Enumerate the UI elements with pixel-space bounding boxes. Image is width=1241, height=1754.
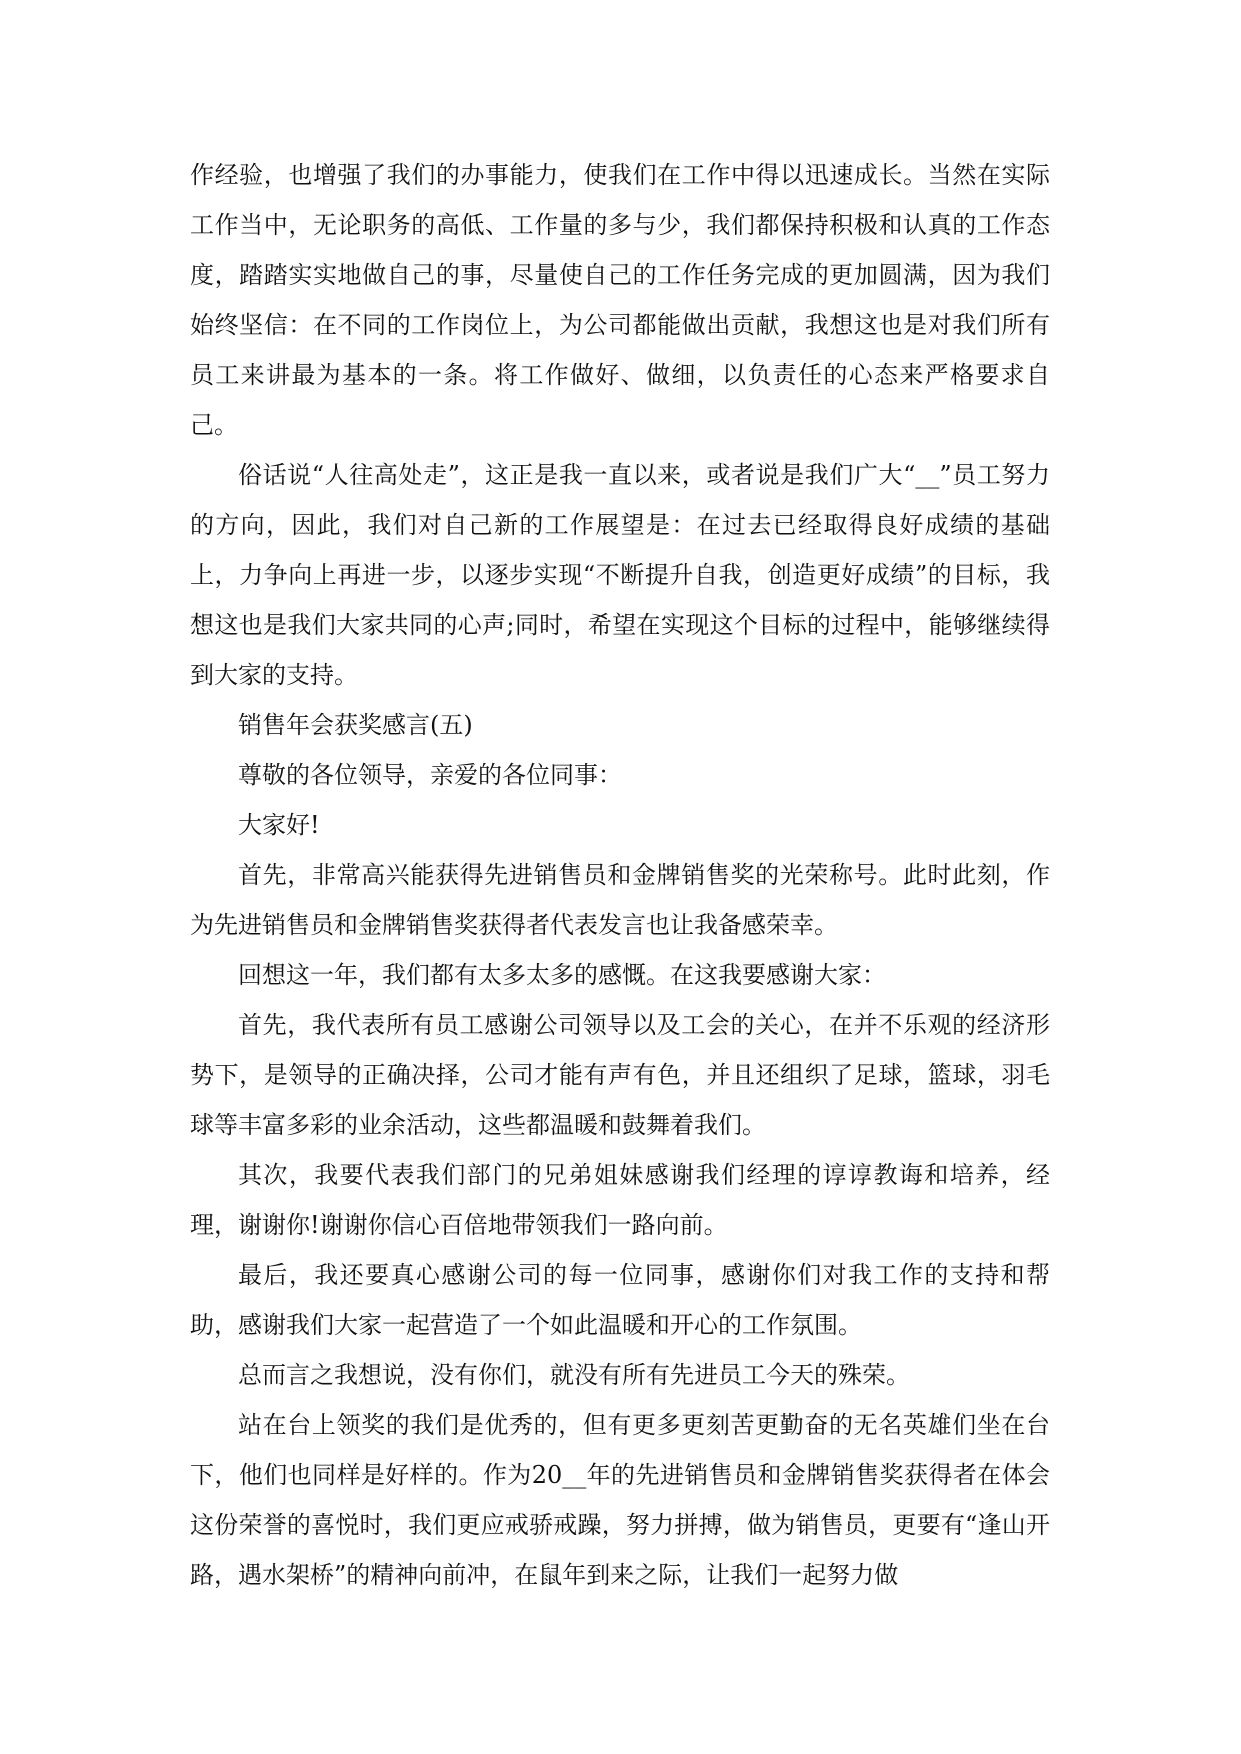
document-body	[190, 150, 1050, 1600]
paragraph-closing: 站在台上领奖的我们是优秀的，但有更多更刻苦更勤奋的无名英雄们坐在台下，他们也同样是好样的。作为20__年的先进销售员和金牌销售奖获得者在体会这份荣誉的喜悦时，我们更应戒骄戒躁，努力拼搏，做为销售员，更要有“逢山开路，遇水架桥”的精神向前冲，在鼠年到来之际，让我们一起努力做	[190, 1411, 1050, 1589]
paragraph-thanks-colleagues: 最后，我还要真心感谢公司的每一位同事，感谢你们对我工作的支持和帮助，感谢我们大家一起营造了一个如此温暖和开心的工作氛围。	[190, 1261, 1050, 1339]
paragraph-honor: 首先，非常高兴能获得先进销售员和金牌销售奖的光荣称号。此时此刻，作为先进销售员和金牌销售奖获得者代表发言也让我备感荣幸。	[190, 861, 1050, 939]
paragraph-salutation: 尊敬的各位领导，亲爱的各位同事：	[238, 761, 622, 789]
paragraph-work-experience: 作经验，也增强了我们的办事能力，使我们在工作中得以迅速成长。当然在实际工作当中，无论职务的高低、工作量的多与少，我们都保持积极和认真的工作态度，踏踏实实地做自己的事，尽量使自己的工作任务完成的更加圆满，因为我们始终坚信：在不同的工作岗位上，为公司都能做出贡献，我想这也是对我们所有员工来讲最为基本的一条。将工作做好、做细，以负责任的心态来严格要求自己。	[190, 161, 1050, 439]
paragraph-thanks-leaders: 首先，我代表所有员工感谢公司领导以及工会的关心，在并不乐观的经济形势下，是领导的正确决择，公司才能有声有色，并且还组织了足球，篮球，羽毛球等丰富多彩的业余活动，这些都温暖和鼓舞着我们。	[190, 1011, 1050, 1139]
paragraph-reflection: 回想这一年，我们都有太多太多的感慨。在这我要感谢大家：	[238, 961, 886, 989]
paragraph-summary: 总而言之我想说，没有你们，就没有所有先进员工今天的殊荣。	[238, 1361, 910, 1389]
section-heading: 销售年会获奖感言(五)	[238, 711, 473, 739]
paragraph-greeting: 大家好!	[238, 811, 320, 839]
paragraph-thanks-manager: 其次，我要代表我们部门的兄弟姐妹感谢我们经理的谆谆教诲和培养，经理，谢谢你!谢谢你信心百倍地带领我们一路向前。	[190, 1161, 1050, 1239]
paragraph-proverb: 俗话说“人往高处走”，这正是我一直以来，或者说是我们广大“__”员工努力的方向，因此，我们对自己新的工作展望是：在过去已经取得良好成绩的基础上，力争向上再进一步，以逐步实现“不断提升自我，创造更好成绩”的目标，我想这也是我们大家共同的心声;同时，希望在实现这个目标的过程中，能够继续得到大家的支持。	[190, 461, 1050, 689]
